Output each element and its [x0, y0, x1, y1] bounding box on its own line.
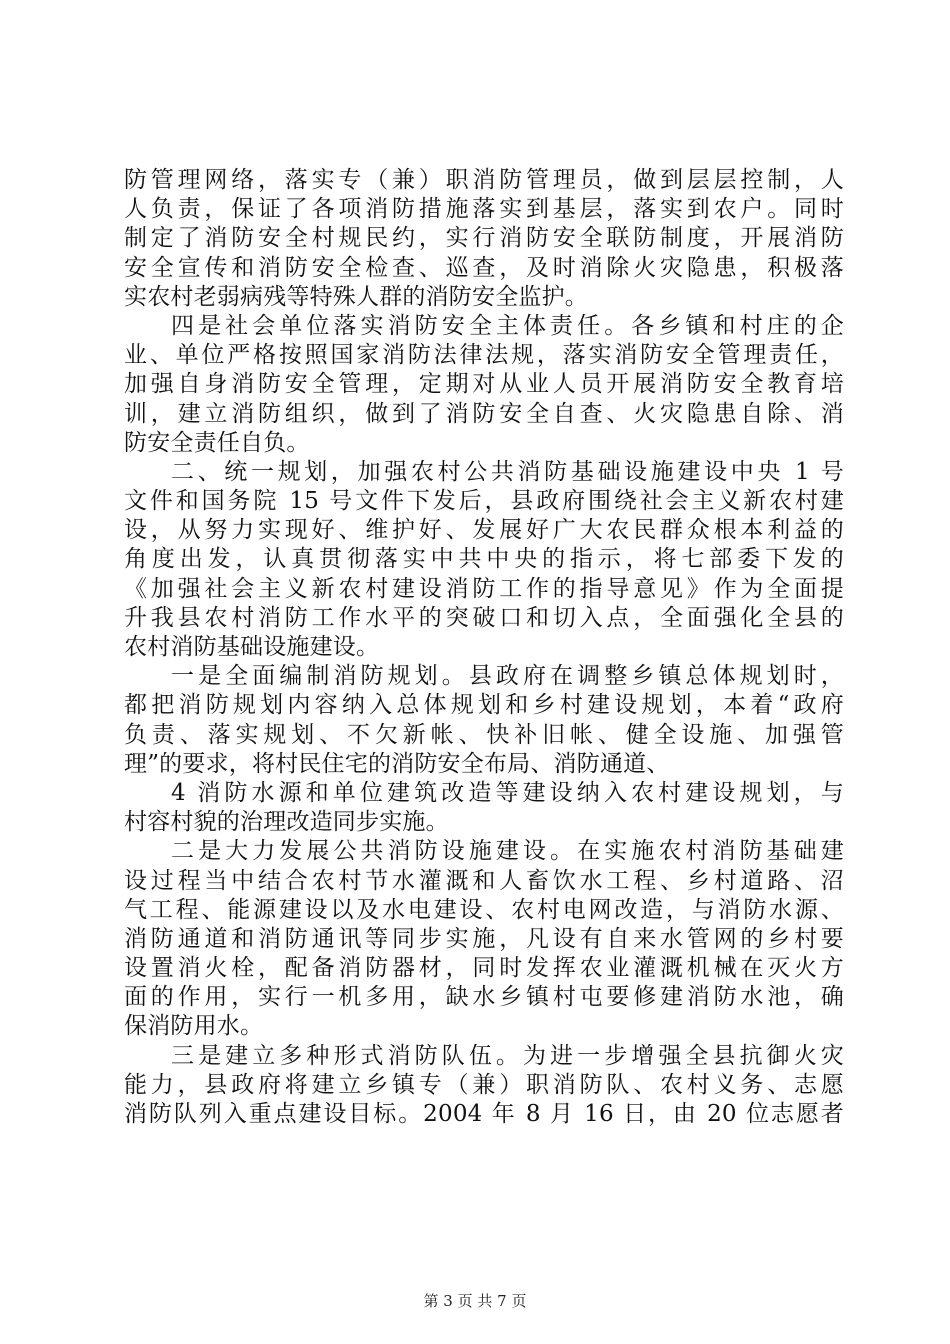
text-line: 防管理网络，落实专（兼）职消防管理员，做到层层控制，人	[124, 167, 844, 193]
text-line: 村容村貌的治理改造同步实施。	[124, 809, 449, 836]
text-line: 消防队列入重点建设目标。2004 年 8 月 16 日，由 20 位志愿者	[124, 1101, 844, 1127]
text-line: 业、单位严格按照国家消防法律法规，落实消防安全管理责任，	[124, 342, 844, 369]
text-line: 文件和国务院 15 号文件下发后，县政府围绕社会主义新农村建	[124, 488, 844, 515]
text-line: 消防通道和消防通讯等同步实施，凡设有自来水管网的乡村要	[124, 925, 844, 952]
text-line: 人负责，保证了各项消防措施落实到基层，落实到农户。同时	[124, 196, 844, 223]
text-line: 《加强社会主义新农村建设消防工作的指导意见》作为全面提	[124, 575, 844, 602]
text-line: 4 消防水源和单位建筑改造等建设纳入农村建设规划，与	[171, 779, 844, 806]
page-number-footer: 第 3 页 共 7 页	[423, 1292, 527, 1310]
text-line: 制定了消防安全村规民约，实行消防安全联防制度，开展消防	[124, 225, 844, 252]
text-line: 一是全面编制消防规划。县政府在调整乡镇总体规划时，	[171, 663, 844, 690]
text-line: 加强自身消防安全管理，定期对从业人员开展消防安全教育培	[124, 371, 844, 398]
text-line: 四是社会单位落实消防安全主体责任。各乡镇和村庄的企	[171, 312, 844, 339]
text-line: 训，建立消防组织，做到了消防安全自查、火灾隐患自除、消	[124, 400, 844, 427]
text-line: 安全宣传和消防安全检查、巡查，及时消除火灾隐患，积极落	[124, 254, 844, 281]
text-line: 实农村老弱病残等特殊人群的消防安全监护。	[124, 283, 588, 310]
text-line: 升我县农村消防工作水平的突破口和切入点，全面强化全县的	[124, 604, 844, 631]
text-line: 都把消防规划内容纳入总体规划和乡村建设规划，本着“政府	[124, 692, 844, 719]
text-line: 能力，县政府将建立乡镇专（兼）职消防队、农村义务、志愿	[124, 1071, 844, 1098]
text-line: 气工程、能源建设以及水电建设、农村电网改造，与消防水源、	[124, 896, 844, 923]
text-line: 设，从努力实现好、维护好、发展好广大农民群众根本利益的	[124, 517, 844, 544]
text-line: 三是建立多种形式消防队伍。为进一步增强全县抗御火灾	[171, 1042, 844, 1069]
text-line: 设过程当中结合农村节水灌溉和人畜饮水工程、乡村道路、沼	[124, 867, 844, 894]
text-line: 面的作用，实行一机多用，缺水乡镇村屯要修建消防水池，确	[124, 984, 844, 1011]
text-line: 防安全责任自负。	[124, 429, 310, 456]
text-line: 二、统一规划，加强农村公共消防基础设施建设中央 1 号	[171, 458, 844, 485]
text-line: 农村消防基础设施建设。	[124, 634, 380, 660]
text-line: 理”的要求，将村民住宅的消防安全布局、消防通道、	[124, 750, 670, 777]
text-line: 角度出发，认真贯彻落实中共中央的指示，将七部委下发的	[124, 546, 844, 573]
text-line: 保消防用水。	[124, 1013, 264, 1040]
body-text	[124, 166, 844, 1129]
text-line: 二是大力发展公共消防设施建设。在实施农村消防基础建	[171, 838, 844, 865]
text-line: 负责、落实规划、不欠新帐、快补旧帐、健全设施、加强管	[124, 721, 844, 748]
text-line: 设置消火栓，配备消防器材，同时发挥农业灌溉机械在灭火方	[124, 955, 844, 982]
